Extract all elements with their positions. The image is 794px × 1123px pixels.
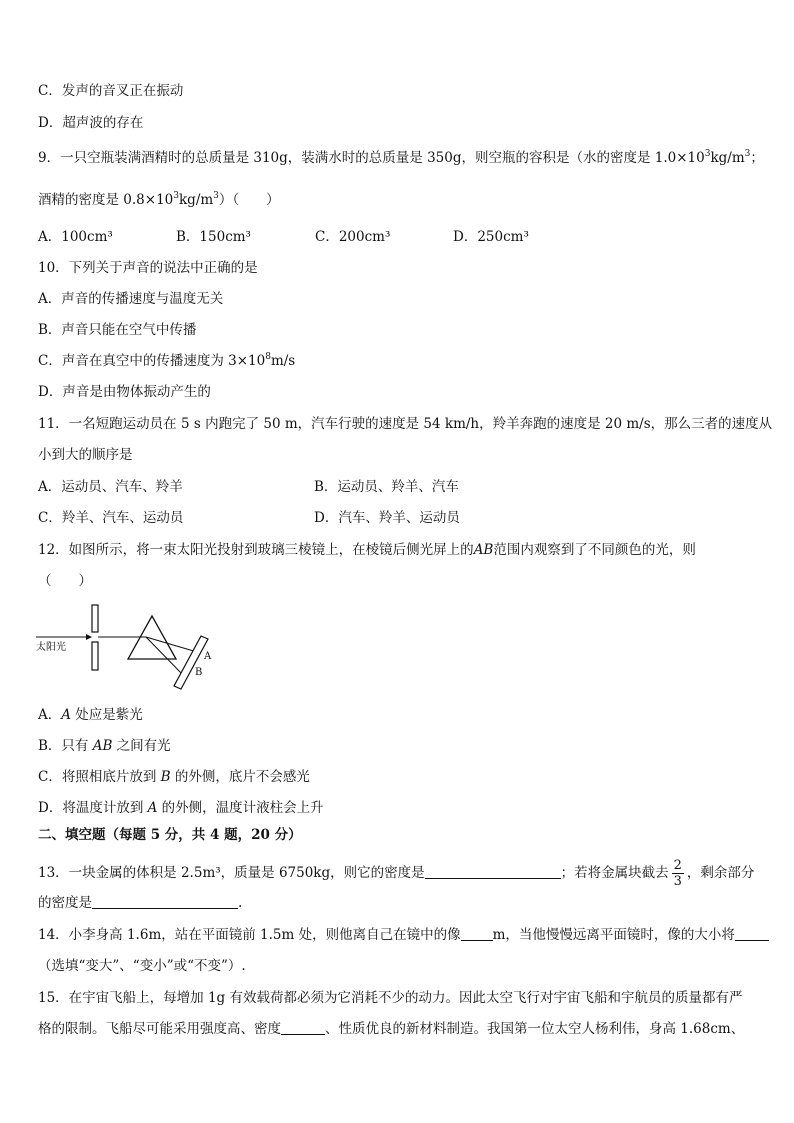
q9-option-b: B．150cm³ [176, 229, 251, 245]
sunlight-label: 太阳光 [36, 642, 66, 653]
q11-option-c: C．羚羊、汽车、运动员 [38, 510, 184, 526]
q13-stem-line2: 的密度是 . [38, 895, 243, 911]
q14-answer-blank-2[interactable] [735, 927, 769, 941]
q15-line1: 15．在宇宙飞船上，每增加 1g 有效载荷都必须为它消耗不少的动力。因此太空飞行对宇宙飞船和宇航员的质量都有严 [38, 990, 743, 1006]
q11-option-a: A．运动员、汽车、羚羊 [38, 479, 183, 495]
label-b: B [195, 667, 203, 678]
q10-stem: 10．下列关于声音的说法中正确的是 [38, 260, 258, 276]
q12-option-d: D．将温度计放到 A 的外侧，温度计液柱会上升 [38, 800, 324, 816]
q12-option-a: A．A 处应是紫光 [38, 707, 143, 723]
fraction: $\frac{2}{3}$ [673, 858, 682, 889]
q13-answer-blank-2[interactable] [92, 895, 238, 909]
q14-stem-line1: 14．小李身高 1.6m，站在平面镜前 1.5m 处，则他离自己在镜中的像 m，当他慢慢远离平面镜时，像的大小将 [38, 926, 769, 944]
q14-answer-blank-1[interactable] [461, 927, 493, 941]
q10-option-a: A．声音的传播速度与温度无关 [38, 291, 224, 307]
label-a: A [204, 651, 212, 662]
q13-answer-blank-1[interactable] [425, 865, 561, 879]
q9-option-d: D．250cm³ [453, 229, 529, 245]
q9-option-a: A．100cm³ [38, 229, 113, 245]
slit-upper [92, 605, 98, 632]
q12-option-c: C．将照相底片放到 B 的外侧，底片不会感光 [38, 769, 310, 785]
q9-option-c: C．200cm³ [315, 229, 391, 245]
arrow-head-icon [86, 634, 92, 640]
q9-stem-line2: 酒精的密度是 $0.8\times 10^3kg/m^3$）（ ） [38, 191, 280, 208]
light-screen [174, 636, 208, 689]
q11-stem-line2: 小到大的顺序是 [38, 447, 133, 463]
prism-diagram [34, 600, 224, 695]
q12-stem-line1: 12．如图所示，将一束太阳光投射到玻璃三棱镜上，在棱镜后侧光屏上的AB范围内观察到了不同颜色的光，则 [38, 542, 696, 558]
q11-stem-line1: 11．一名短跑运动员在 5 s 内跑完了 50 m，汽车行驶的速度是 54 km/h，羚羊奔跑的速度是 20 m/s，那么三者的速度从 [38, 416, 773, 432]
slit-lower [92, 642, 98, 670]
q11-option-d: D．汽车、羚羊、运动员 [314, 510, 460, 526]
q8-option-d: D．超声波的存在 [38, 115, 144, 131]
q8-option-c: C．发声的音叉正在振动 [38, 83, 184, 99]
q15-line2: 格的限制。飞船尽可能采用强度高、密度 、性质优良的新材料制造。我国第一位太空人杨利伟，身高 1.68cm、 [38, 1021, 745, 1037]
q9-stem-line1: 9．一只空瓶装满酒精时的总质量是 310g，装满水时的总质量是 350g，则空瓶的容积是（水的密度是 $1.0\times 10^3kg/m^3$； [38, 149, 764, 166]
q11-option-b: B．运动员、羚羊、汽车 [314, 479, 459, 495]
q15-answer-blank[interactable] [281, 1021, 325, 1035]
q13-stem-line1: 13．一块金属的体积是 2.5m³，质量是 6750kg，则它的密度是 ；若将金属块截去 $\frac{2}{3}$ ，剩余部分 [38, 858, 755, 889]
q12-stem-line2: （ ） [38, 573, 92, 589]
section-title-fill-in: 二、填空题（每题 5 分，共 4 题，20 分） [38, 827, 302, 843]
q12-option-b: B．只有 AB 之间有光 [38, 738, 171, 754]
q14-stem-line2: （选填“变大”、“变小”或“不变”）. [38, 958, 246, 974]
q10-option-b: B．声音只能在空气中传播 [38, 322, 197, 338]
q10-option-c: C．声音在真空中的传播速度为 $3\times 10^8m/s$ [38, 352, 296, 369]
q10-option-d: D．声音是由物体振动产生的 [38, 384, 211, 400]
